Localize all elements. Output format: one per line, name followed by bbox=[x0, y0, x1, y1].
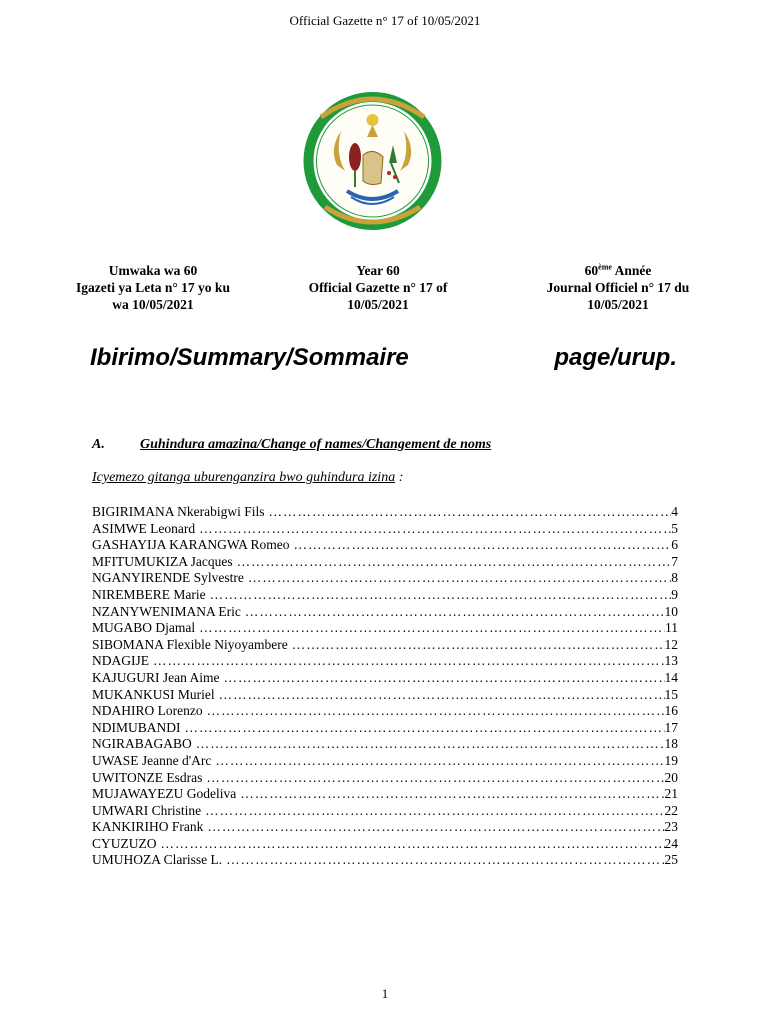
toc-entry-page: 22 bbox=[664, 802, 678, 818]
dot-leader bbox=[292, 637, 665, 653]
dot-leader bbox=[245, 604, 665, 620]
dot-leader bbox=[206, 770, 664, 786]
toc-entry-page: 25 bbox=[664, 852, 678, 868]
toc-entry[interactable] bbox=[92, 554, 678, 571]
toc-entry-name: UMWARI Christine bbox=[92, 802, 202, 818]
table-of-contents bbox=[92, 504, 678, 869]
toc-entry[interactable] bbox=[92, 604, 678, 621]
summary-title: Ibirimo/Summary/Sommaire bbox=[90, 344, 409, 371]
subheading-suffix: : bbox=[395, 470, 404, 485]
toc-entry-name: NGIRABAGABO bbox=[92, 736, 192, 752]
toc-entry-page: 17 bbox=[664, 719, 678, 735]
date-line: wa 10/05/2021 bbox=[112, 297, 194, 312]
toc-entry[interactable] bbox=[92, 803, 678, 820]
kinyarwanda-volume-info bbox=[58, 262, 248, 313]
dot-leader bbox=[205, 803, 664, 819]
toc-entry-name: KANKIRIHO Frank bbox=[92, 819, 204, 835]
toc-entry-page: 9 bbox=[671, 586, 678, 602]
toc-entry-page: 16 bbox=[664, 703, 678, 719]
volume-word: Année bbox=[611, 263, 652, 278]
volume-line bbox=[528, 262, 708, 279]
toc-entry[interactable] bbox=[92, 786, 678, 803]
toc-entry-page: 15 bbox=[664, 686, 678, 702]
toc-entry-name: KAJUGURI Jean Aime bbox=[92, 669, 220, 685]
date-line: 10/05/2021 bbox=[347, 297, 409, 312]
page-column-label: page/urup. bbox=[554, 344, 677, 371]
toc-entry-page: 24 bbox=[664, 835, 678, 851]
toc-entry-page: 10 bbox=[664, 603, 678, 619]
toc-entry-page: 13 bbox=[664, 653, 678, 669]
toc-entry-name: CYUZUZO bbox=[92, 835, 157, 851]
section-letter: A. bbox=[92, 437, 105, 452]
dot-leader bbox=[153, 653, 665, 669]
toc-entry[interactable] bbox=[92, 587, 678, 604]
french-volume-info bbox=[528, 262, 708, 313]
toc-entry[interactable] bbox=[92, 770, 678, 787]
toc-entry-name: NDAHIRO Lorenzo bbox=[92, 703, 203, 719]
toc-entry[interactable] bbox=[92, 537, 678, 554]
toc-entry[interactable] bbox=[92, 819, 678, 836]
section-heading bbox=[92, 437, 491, 453]
toc-entry-name: NDIMUBANDI bbox=[92, 719, 181, 735]
running-header: Official Gazette n° 17 of 10/05/2021 bbox=[289, 13, 481, 28]
national-seal bbox=[301, 87, 444, 235]
toc-entry-page: 19 bbox=[664, 752, 678, 768]
toc-entry[interactable] bbox=[92, 570, 678, 587]
toc-entry[interactable] bbox=[92, 852, 678, 869]
dot-leader bbox=[215, 753, 664, 769]
dot-leader bbox=[207, 819, 664, 835]
dot-leader bbox=[161, 836, 665, 852]
gazette-line: Journal Officiel n° 17 du bbox=[546, 280, 690, 295]
dot-leader bbox=[199, 620, 665, 636]
toc-entry-name: UMUHOZA Clarisse L. bbox=[92, 852, 223, 868]
toc-entry-page: 23 bbox=[664, 819, 678, 835]
toc-entry[interactable] bbox=[92, 521, 678, 538]
toc-entry-name: MFITUMUKIZA Jacques bbox=[92, 553, 233, 569]
toc-entry-page: 18 bbox=[664, 736, 678, 752]
gazette-line: Igazeti ya Leta n° 17 yo ku bbox=[76, 280, 230, 295]
dot-leader bbox=[224, 670, 665, 686]
toc-entry[interactable] bbox=[92, 736, 678, 753]
toc-entry[interactable] bbox=[92, 653, 678, 670]
dot-leader bbox=[226, 852, 664, 868]
date-line: 10/05/2021 bbox=[587, 297, 649, 312]
dot-leader bbox=[294, 537, 672, 553]
volume-line: Umwaka wa 60 bbox=[108, 263, 198, 278]
toc-entry[interactable] bbox=[92, 504, 678, 521]
toc-entry-page: 5 bbox=[671, 520, 678, 536]
toc-entry-name: NGANYIRENDE Sylvestre bbox=[92, 570, 244, 586]
toc-entry-name: GASHAYIJA KARANGWA Romeo bbox=[92, 537, 290, 553]
toc-entry-page: 11 bbox=[665, 620, 678, 636]
toc-entry[interactable] bbox=[92, 720, 678, 737]
toc-entry-name: NZANYWENIMANA Eric bbox=[92, 603, 241, 619]
subheading-text: Icyemezo gitanga uburenganzira bwo guhindura izina bbox=[92, 470, 396, 485]
dot-leader bbox=[207, 703, 665, 719]
toc-entry-name: MUJAWAYEZU Godeliva bbox=[92, 786, 237, 802]
page-number: 1 bbox=[381, 986, 389, 1001]
subheading bbox=[92, 470, 403, 486]
toc-entry[interactable] bbox=[92, 836, 678, 853]
dot-leader bbox=[219, 687, 665, 703]
dot-leader bbox=[269, 504, 672, 520]
toc-entry[interactable] bbox=[92, 637, 678, 654]
toc-entry-page: 20 bbox=[664, 769, 678, 785]
volume-line: Year 60 bbox=[356, 263, 400, 278]
toc-entry[interactable] bbox=[92, 687, 678, 704]
dot-leader bbox=[248, 570, 671, 586]
section-title: Guhindura amazina/Change of names/Changement de noms bbox=[140, 437, 492, 452]
toc-entry-page: 4 bbox=[671, 504, 678, 519]
toc-entry-page: 8 bbox=[671, 570, 678, 586]
dot-leader bbox=[237, 554, 672, 570]
toc-entry-name: SIBOMANA Flexible Niyoyambere bbox=[92, 636, 288, 652]
toc-entry-page: 6 bbox=[671, 537, 678, 553]
toc-entry[interactable] bbox=[92, 753, 678, 770]
volume-number: 60 bbox=[584, 263, 599, 278]
toc-entry[interactable] bbox=[92, 670, 678, 687]
toc-entry-name: NIREMBERE Marie bbox=[92, 586, 206, 602]
toc-entry[interactable] bbox=[92, 620, 678, 637]
toc-entry-page: 21 bbox=[664, 786, 678, 802]
volume-ordinal-suffix: ème bbox=[598, 262, 612, 272]
dot-leader bbox=[196, 736, 665, 752]
toc-entry-name: MUKANKUSI Muriel bbox=[92, 686, 215, 702]
toc-entry-page: 14 bbox=[664, 669, 678, 685]
toc-entry-page: 7 bbox=[671, 553, 678, 569]
toc-entry-name: UWITONZE Esdras bbox=[92, 769, 203, 785]
toc-entry-name: ASIMWE Leonard bbox=[92, 520, 196, 536]
toc-entry[interactable] bbox=[92, 703, 678, 720]
toc-entry-name: BIGIRIMANA Nkerabigwi Fils bbox=[92, 504, 265, 519]
toc-entry-page: 12 bbox=[664, 636, 678, 652]
toc-entry-name: UWASE Jeanne d'Arc bbox=[92, 752, 212, 768]
toc-entry-name: NDAGIJE bbox=[92, 653, 149, 669]
english-volume-info bbox=[290, 262, 466, 313]
dot-leader bbox=[240, 786, 664, 802]
dot-leader bbox=[199, 521, 671, 537]
dot-leader bbox=[210, 587, 672, 603]
gazette-line: Official Gazette n° 17 of bbox=[308, 280, 448, 295]
toc-entry-name: MUGABO Djamal bbox=[92, 620, 196, 636]
dot-leader bbox=[185, 720, 665, 736]
